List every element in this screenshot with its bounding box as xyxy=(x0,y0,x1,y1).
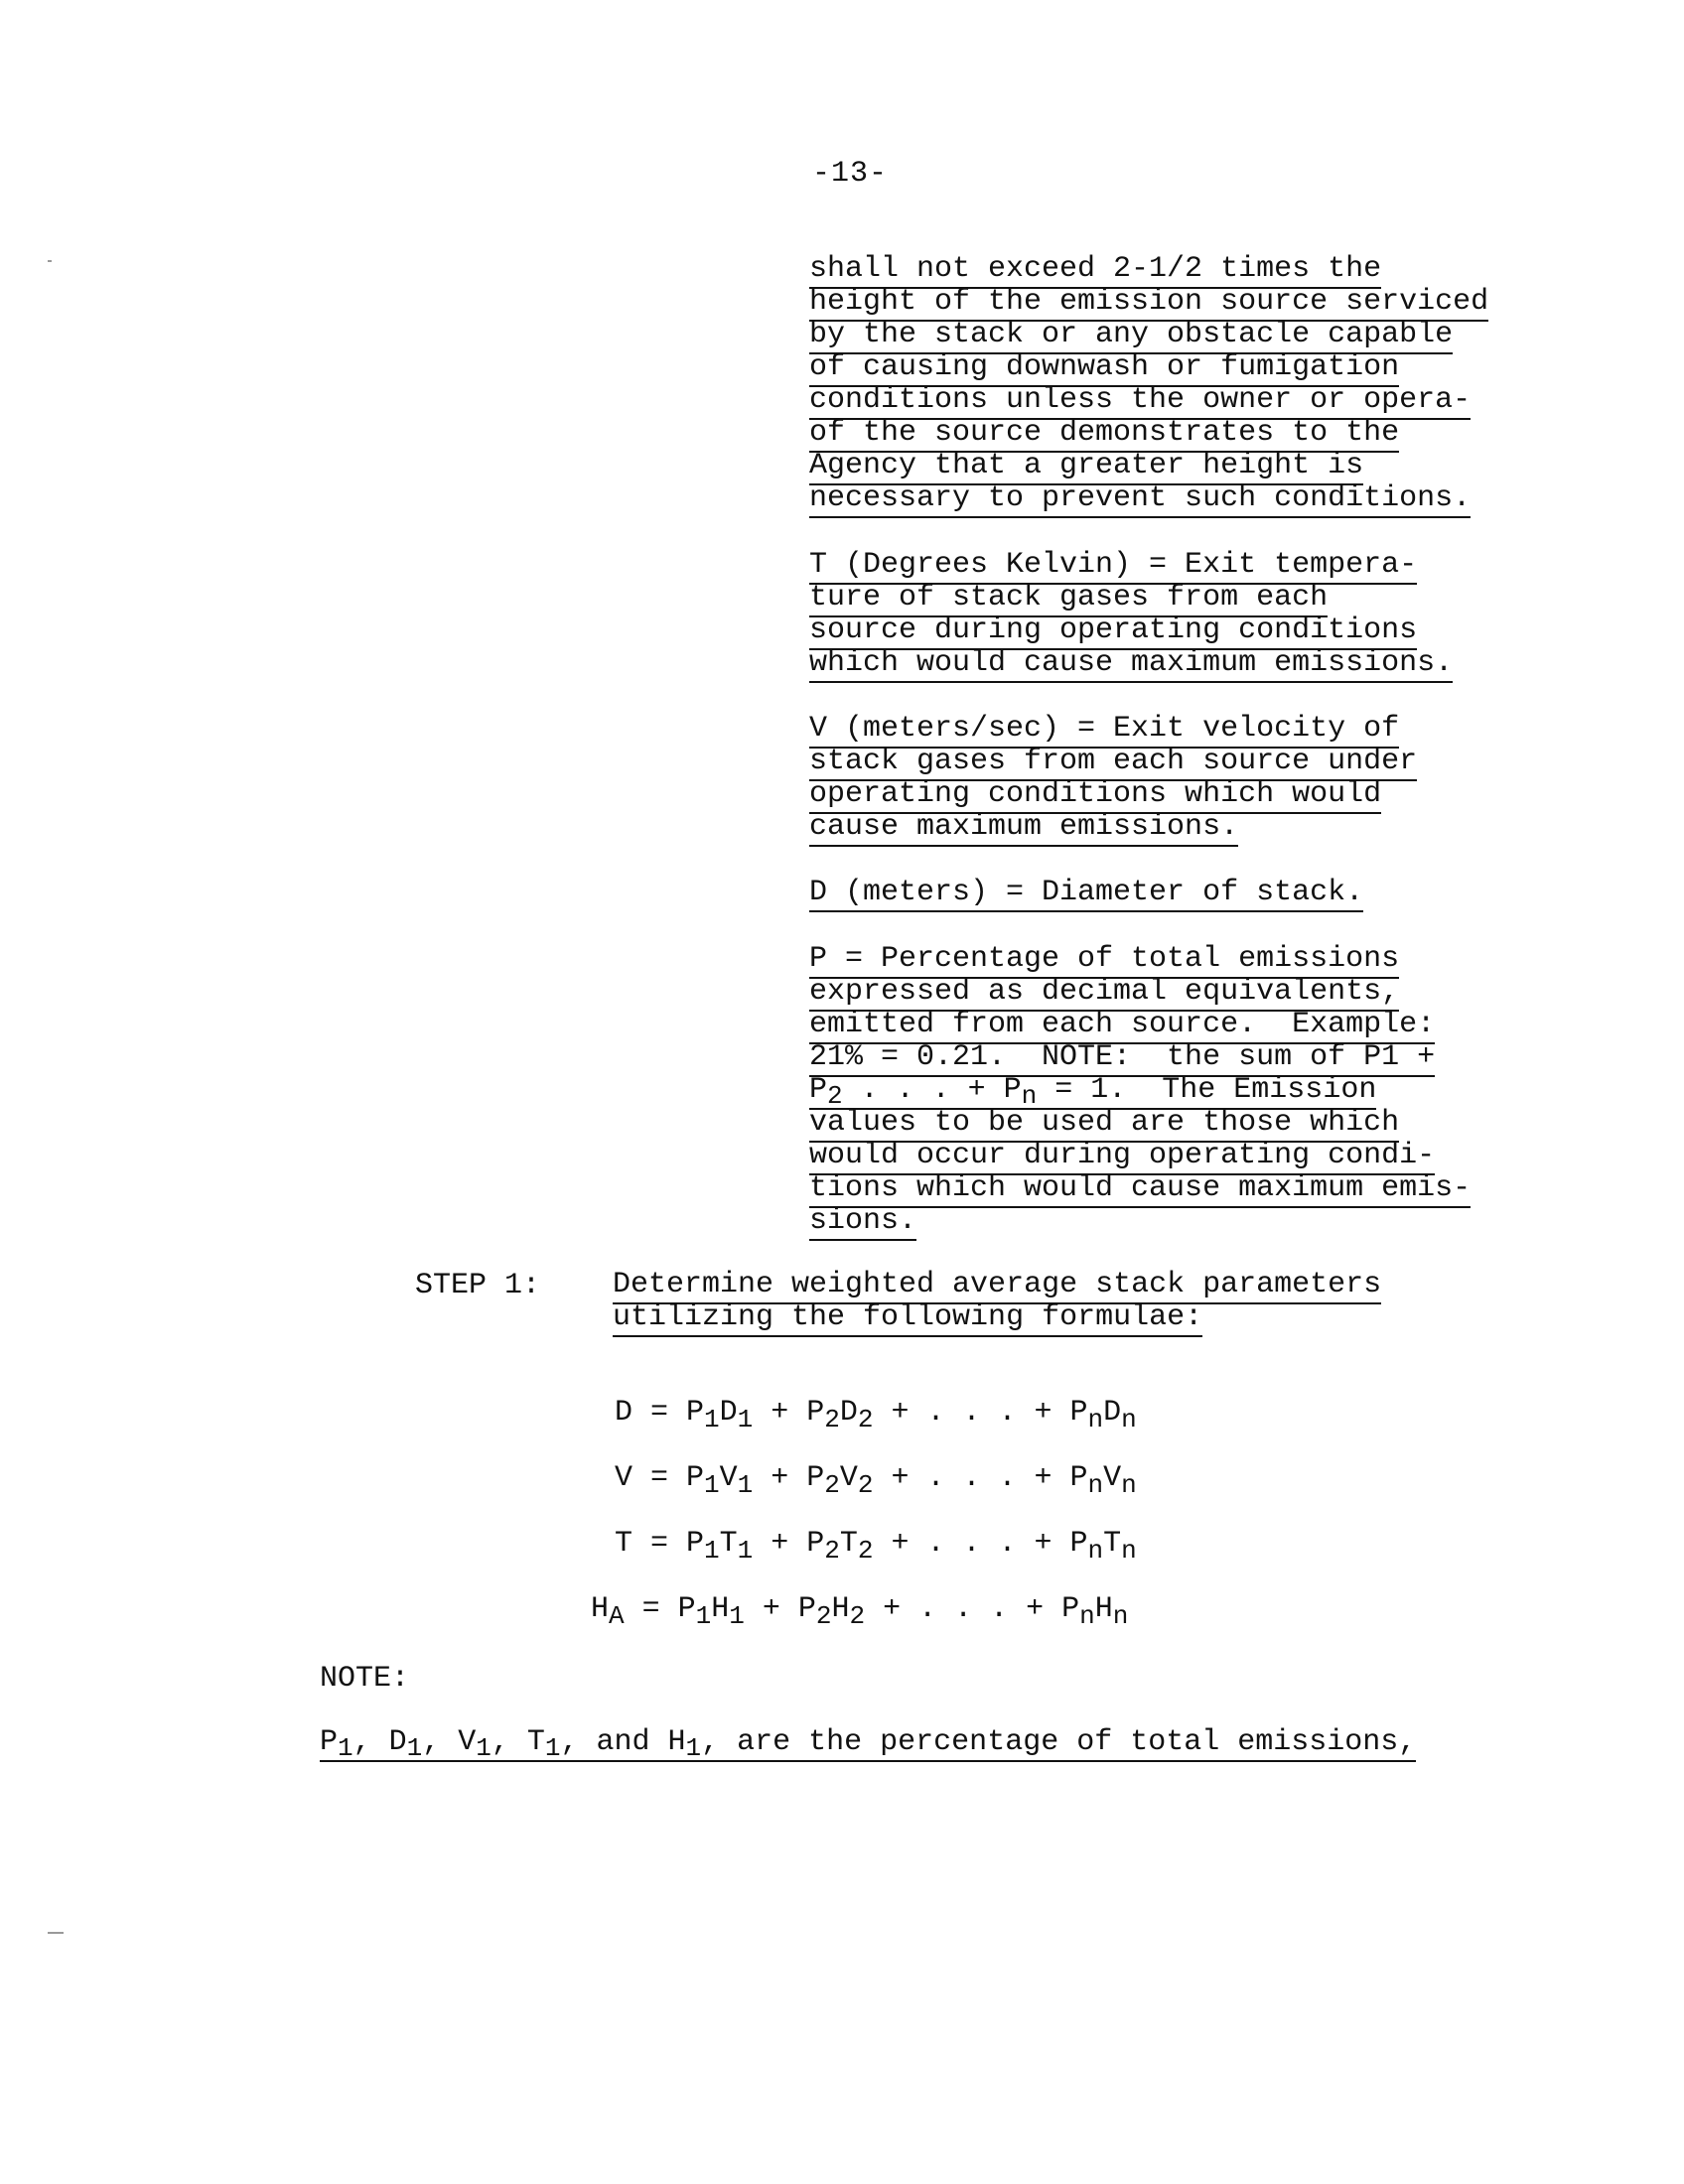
text-line: T (Degrees Kelvin) = Exit tempera- xyxy=(809,548,1417,585)
text-line: Agency that a greater height is xyxy=(809,449,1363,485)
step-1-label: STEP 1: xyxy=(415,1269,541,1302)
text-line: of causing downwash or fumigation xyxy=(809,350,1399,387)
text-line: expressed as decimal equivalents, xyxy=(809,975,1399,1012)
text-line: necessary to prevent such conditions. xyxy=(809,481,1471,518)
text-line: tions which would cause maximum emis- xyxy=(809,1171,1471,1208)
text-line: ture of stack gases from each xyxy=(809,581,1328,617)
text-line: 21% = 0.21. NOTE: the sum of P1 + xyxy=(809,1040,1435,1077)
temperature-definition xyxy=(809,549,1564,680)
text-line: which would cause maximum emissions. xyxy=(809,646,1453,683)
note-label: NOTE: xyxy=(320,1662,410,1696)
text-line: height of the emission source serviced xyxy=(809,285,1488,322)
text-line: of the source demonstrates to the xyxy=(809,416,1399,453)
text-line: by the stack or any obstacle capable xyxy=(809,318,1453,354)
text-line: values to be used are those which xyxy=(809,1106,1399,1143)
text-line: Determine weighted average stack parameters xyxy=(613,1268,1381,1304)
step-1-text xyxy=(613,1269,1381,1334)
text-line: stack gases from each source under xyxy=(809,745,1417,781)
percentage-definition xyxy=(809,943,1564,1238)
text-line: shall not exceed 2-1/2 times the xyxy=(809,252,1381,289)
formula-velocity: $V = P_1V_1 + P_2V_2$ + . . . + $P_nV_n$ xyxy=(615,1461,1137,1500)
diameter-definition xyxy=(809,877,1564,909)
velocity-definition xyxy=(809,713,1564,844)
text-line: operating conditions which would xyxy=(809,777,1381,814)
text-line: conditions unless the owner or opera- xyxy=(809,383,1471,420)
note-text: $P_1$, $D_1$, $V_1$, $T_1$, and $H_1$, are the percentage of total emissions, xyxy=(320,1725,1417,1763)
text-line: would occur during operating condi- xyxy=(809,1139,1435,1175)
text-line: $P_2$ . . . + $P_n = 1$. The Emission xyxy=(809,1073,1377,1111)
page-number: -13- xyxy=(812,157,889,191)
formula-diameter: $D = P_1D_1 + P_2D_2$ + . . . + $P_nD_n$ xyxy=(615,1396,1137,1434)
text-line: P = Percentage of total emissions xyxy=(809,942,1399,979)
text-line: V (meters/sec) = Exit velocity of xyxy=(809,712,1399,749)
formula-temperature: $T = P_1T_1 + P_2T_2$ + . . . + $P_nT_n$ xyxy=(615,1527,1137,1566)
scan-speck xyxy=(48,260,52,262)
text-line: sions. xyxy=(809,1204,916,1241)
text-line: source during operating conditions xyxy=(809,614,1417,650)
formula-height: $H_A = P_1H_1 + P_2H_2$ + . . . + $P_nH_n$ xyxy=(591,1592,1129,1631)
text-line: D (meters) = Diameter of stack. xyxy=(809,876,1363,912)
text-line: cause maximum emissions. xyxy=(809,810,1238,847)
text-line: emitted from each source. Example: xyxy=(809,1008,1435,1044)
stack-height-paragraph xyxy=(809,253,1564,515)
text-line: utilizing the following formulae: xyxy=(613,1300,1202,1337)
scan-speck xyxy=(48,1932,64,1934)
